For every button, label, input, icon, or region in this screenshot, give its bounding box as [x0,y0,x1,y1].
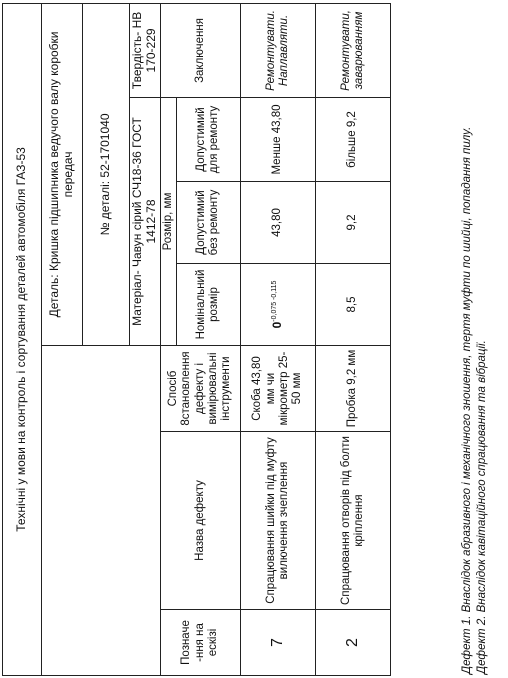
row-defect: Спрацювання шийки під муфту вилючення зчеплення [240,432,315,610]
table-row [240,3,315,675]
row-method: Скоба 43,80 мм чи мікрометр 25-50 мм [240,346,315,432]
row-method: Пробка 9,2 мм [315,346,390,432]
table-row [315,3,390,675]
header-allowed-for-repair: Допустимий для ремонту [176,98,240,182]
header-defect-name: Назва дефекту [160,432,240,610]
header-allowed-no-repair: Допустимий без ремонту [176,182,240,264]
header-size: Розмір, мм [160,98,176,346]
nominal-base: 0 [269,321,284,329]
row-defect: Спрацювання отворів під болти кріплення [315,432,390,610]
row-allowed-no-repair: 9,2 [315,182,390,264]
nominal-base: 8,5 [346,296,359,313]
header-designation: Позначе -ння на ескізі [160,610,240,676]
hardness: Твердість- НВ 170-229 [130,3,161,97]
row-nominal [315,264,390,346]
row-designation: 7 [240,610,315,676]
row-allowed-for-repair: Менше 43,80 [240,98,315,182]
sketch-area [42,346,161,676]
specification-table [2,3,391,676]
document-title: Технічні у мови на контроль і сортування деталей автомобіля ГАЗ-53 [3,3,42,675]
footnote-defect-2: Дефект 2. Внаслідок кавітаційного спрацювання та вібрації. [475,340,488,674]
material: Матеріал- Чавун сірий СЧ18-36 ГОСТ 1412-78 [130,98,161,346]
nominal-tolerance: -0,075 -0,115 [270,280,278,322]
row-conclusion: Ремонтувати. Наплавляти. [240,3,315,97]
footnotes [460,4,490,674]
part-name: Деталь: Кришка підшипника ведучого валу коробки передач [42,3,83,345]
row-conclusion: Ремонтувати, заварюванням [315,3,390,97]
row-allowed-no-repair: 43,80 [240,182,315,264]
row-nominal [240,264,315,346]
header-method: Спосіб 8становлення дефекту і вимірювальні інструменти [160,346,240,432]
footnote-defect-1: Дефект 1. Внаслідок абразивного і механічного зношення, тертя муфти по шийці, попадання пилу. [461,126,473,674]
part-number: № деталі: 52-1701040 [83,3,130,345]
row-allowed-for-repair: більше 9,2 [315,98,390,182]
header-nominal: Номінальний розмір [176,264,240,346]
header-conclusion: Заключення [160,3,240,97]
row-designation: 2 [315,610,390,676]
